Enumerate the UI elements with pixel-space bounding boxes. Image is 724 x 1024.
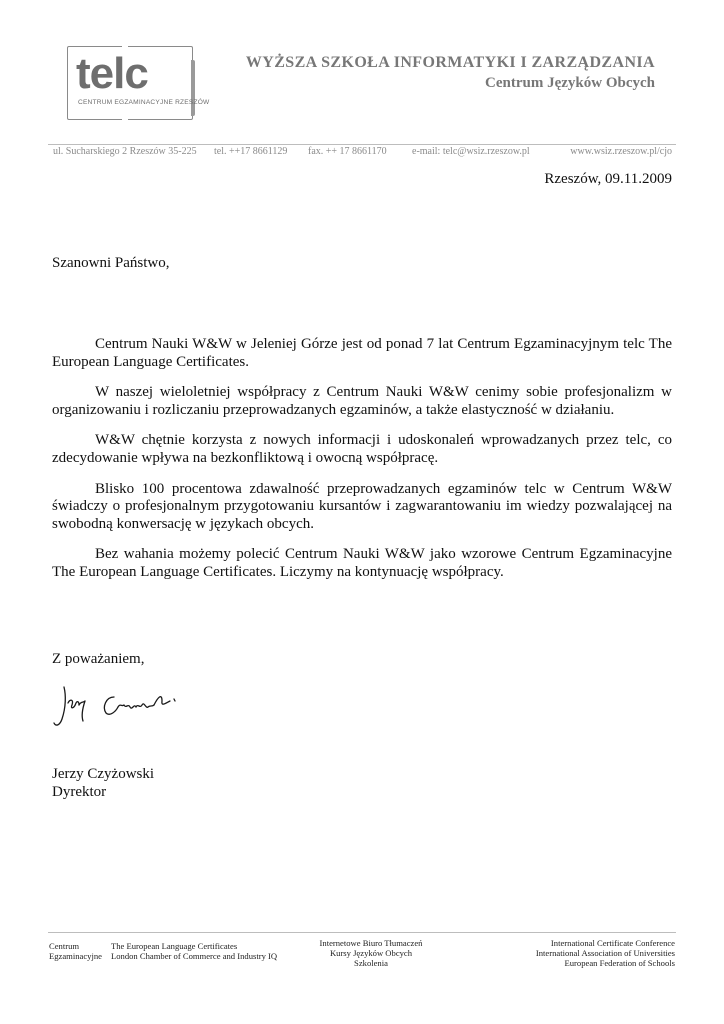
letter-greeting: Szanowni Państwo,	[52, 255, 170, 271]
department-name: Centrum Języków Obcych	[485, 75, 655, 91]
footer-left-labels	[49, 941, 102, 961]
footer-text: European Federation of Schools	[564, 958, 675, 968]
contact-address: ul. Sucharskiego 2 Rzeszów 35-225	[53, 146, 197, 157]
footer-text: Internetowe Biuro Tłumaczeń	[319, 938, 423, 948]
footer-right-lines	[536, 938, 675, 968]
footer-divider	[48, 932, 676, 933]
letter-closing: Z poważaniem,	[52, 651, 145, 667]
footer-left-lines	[111, 941, 277, 961]
handwritten-signature	[50, 677, 190, 733]
footer-text: London Chamber of Commerce and Industry IQ	[111, 951, 278, 961]
footer-text: Szkolenia	[354, 958, 388, 968]
logo-frame-shadow	[191, 60, 195, 116]
letter-paragraph: Bez wahania możemy polecić Centrum Nauki W&W jako wzorowe Centrum Egzaminacyjne The European Language Certificates. Liczymy na kontynuację współpracy.	[52, 546, 672, 580]
letter-date: Rzeszów, 09.11.2009	[544, 171, 672, 187]
contact-fax: fax. ++ 17 8661170	[308, 146, 387, 157]
footer-text: The European Language Certificates	[111, 941, 238, 951]
institution-name: WYŻSZA SZKOŁA INFORMATYKI I ZARZĄDZANIA	[245, 54, 655, 71]
footer-center-lines	[311, 938, 431, 968]
logo-subtitle: CENTRUM EGZAMINACYJNE RZESZÓW	[78, 99, 210, 106]
letter-paragraph: W naszej wieloletniej współpracy z Centrum Nauki W&W cenimy sobie profesjonalizm w organizowaniu i rozliczaniu przeprowadzanych egzaminów, a także elastyczność w działaniu.	[52, 384, 672, 418]
letter-paragraph: Blisko 100 procentowa zdawalność przeprowadzanych egzaminów telc w Centrum W&W świadczy o profesjonalnym przygotowaniu kursantów i zagwarantowaniu im wiedzy pozwalającej na swobodną konwersację w językach obcych.	[52, 480, 672, 532]
contact-email: e-mail: telc@wsiz.rzeszow.pl	[412, 146, 530, 157]
signer-block	[52, 766, 154, 801]
header-divider	[48, 144, 676, 145]
contact-phone: tel. ++17 8661129	[214, 146, 288, 157]
signer-name: Jerzy Czyżowski	[52, 766, 155, 782]
contact-website: www.wsiz.rzeszow.pl/cjo	[570, 146, 672, 157]
footer-text: International Association of Universities	[535, 948, 675, 958]
letter-paragraph: Centrum Nauki W&W w Jeleniej Górze jest od ponad 7 lat Centrum Egzaminacyjnym telc The European Language Certificates.	[52, 336, 672, 370]
footer-label: Centrum	[49, 941, 80, 951]
footer-label: Egzaminacyjne	[49, 951, 102, 961]
footer-text: Kursy Języków Obcych	[329, 948, 413, 958]
letter-body	[52, 336, 672, 595]
telc-logo: telc	[76, 49, 148, 98]
signer-title: Dyrektor	[52, 783, 107, 800]
footer-text: International Certificate Conference	[550, 938, 675, 948]
letter-paragraph: W&W chętnie korzysta z nowych informacji i udoskonaleń wprowadzanych przez telc, co zdecydowanie wpływa na bezkonfliktową i owocną współpracę.	[52, 432, 672, 466]
